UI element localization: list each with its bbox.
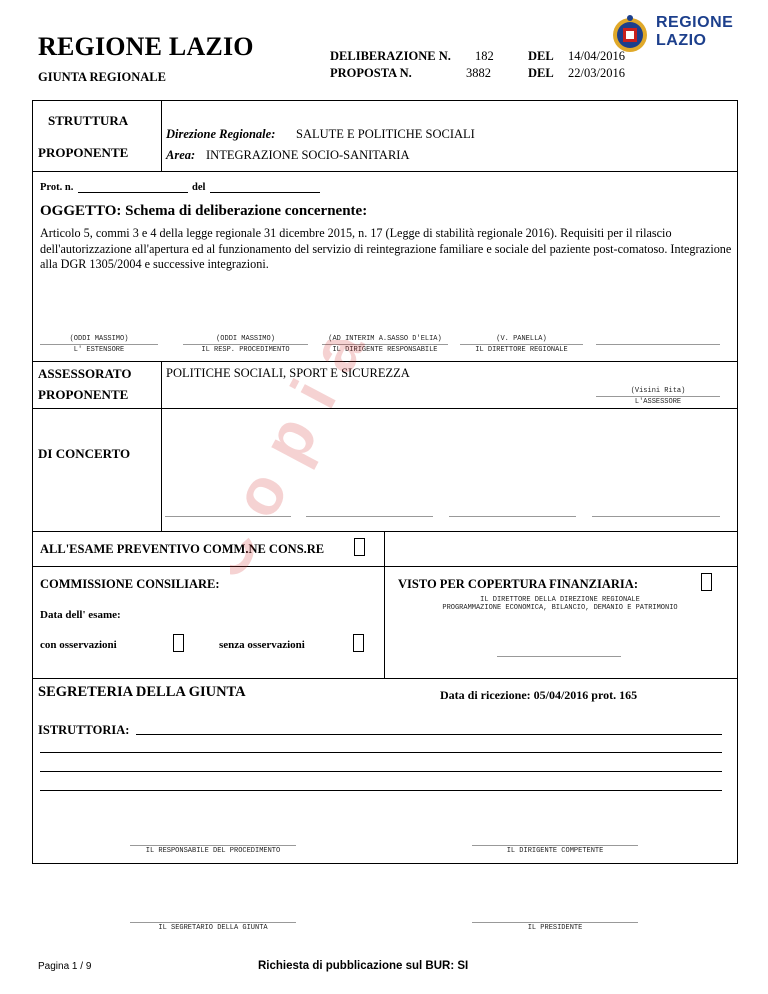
prot-label: Prot. n. [40,182,74,193]
data-esame-label: Data dell' esame: [40,609,121,621]
commissione-bottom-line [32,678,738,679]
watermark-text: Copia [230,340,389,591]
assessore-line [596,396,720,397]
sig-4-name: (V. PANELLA) [496,335,547,343]
senza-osservazioni-checkbox[interactable] [353,634,364,652]
assessorato-proponente-label: PROPONENTE [38,387,129,402]
dirigente-label: IL DIRIGENTE COMPETENTE [506,847,604,855]
proposta-number: 3882 [466,66,491,80]
con-osservazioni-label: con osservazioni [40,639,117,651]
proposta-del: DEL [528,66,554,80]
segreteria-label: SEGRETERIA DELLA GIUNTA [38,684,246,700]
proposta-label: PROPOSTA N. [330,66,412,80]
prot-number-line[interactable] [78,192,188,193]
concerto-sig-line-4[interactable] [592,516,720,517]
visto-sub2: PROGRAMMAZIONE ECONOMICA, BILANCIO, DEMANIO E PATRIMONIO [442,604,678,612]
istruttoria-label: ISTRUTTORIA: [38,723,130,737]
delib-del: DEL [528,49,554,63]
resp-proc-label: IL RESPONSABILE DEL PROCEDIMENTO [145,847,281,855]
assessore-name: (Visini Rita) [630,387,686,395]
sig-line-1 [40,344,158,345]
logo-text-line1: REGIONE [656,14,734,31]
sig-4-role: IL DIRETTORE REGIONALE [475,346,568,354]
sig-2-name: (ODDI MASSIMO) [216,335,275,343]
regione-lazio-logo [610,14,740,54]
delib-number: 182 [475,49,494,63]
oggetto-text: Articolo 5, commi 3 e 4 della legge regionale 31 dicembre 2015, n. 17 (Legge di stabilità regionale 2016). Requisiti per il rilascio dell'autorizzazione all'apertura ed al funzionamento del servizio di reintegrazione familiare e sociale del paziente post-comatoso. Integrazione alla DGR 1305/2004 e successive integrazioni. [40,226,732,271]
direzione-value: SALUTE E POLITICHE SOCIALI [296,127,475,141]
oggetto-title: OGGETTO: Schema di deliberazione concernente: [40,203,368,219]
proponente-label: PROPONENTE [38,145,129,160]
istruttoria-line-2[interactable] [40,752,722,753]
con-osservazioni-checkbox[interactable] [173,634,184,652]
presidente-sig-line[interactable] [472,922,638,923]
sig-line-5 [596,344,720,345]
delib-date: 14/04/2016 [568,49,625,63]
senza-osservazioni-label: senza osservazioni [219,639,305,651]
sig-1-name: (ODDI MASSIMO) [69,335,129,343]
proposta-date: 22/03/2016 [568,66,625,80]
visto-checkbox[interactable] [701,573,712,591]
assessorato-label: ASSESSORATO [38,366,132,381]
resp-proc-sig-line[interactable] [130,845,296,846]
giunta-label: GIUNTA REGIONALE [38,70,166,84]
visto-sig-line[interactable] [497,656,621,657]
visto-label: VISTO PER COPERTURA FINANZIARIA: [398,577,638,591]
copia-watermark [230,340,510,600]
struttura-divider [161,100,162,171]
area-value: INTEGRAZIONE SOCIO-SANITARIA [206,148,410,162]
ricezione-text: Data di ricezione: 05/04/2016 prot. 165 [440,688,638,702]
regione-emblem-icon [610,14,654,54]
concerto-label: DI CONCERTO [38,446,131,461]
region-title: REGIONE LAZIO [38,32,254,61]
page-number: Pagina 1 / 9 [38,961,92,972]
presidente-label: IL PRESIDENTE [527,924,583,932]
bur-request: Richiesta di pubblicazione sul BUR: SI [258,960,469,972]
sig-2-role: IL RESP. PROCEDIMENTO [201,346,290,354]
esame-label: ALL'ESAME PREVENTIVO COMM.NE CONS.RE [40,542,325,556]
assessorato-divider [161,361,162,531]
segretario-label: IL SEGRETARIO DELLA GIUNTA [158,924,268,932]
segretario-sig-line[interactable] [130,922,296,923]
assessore-role: L'ASSESSORE [634,398,682,406]
struttura-label: STRUTTURA [48,113,129,128]
sig-1-role: L' ESTENSORE [73,346,125,354]
visto-sub1: IL DIRETTORE DELLA DIREZIONE REGIONALE [480,596,640,604]
assessorato-value: POLITICHE SOCIALI, SPORT E SICUREZZA [166,366,410,380]
logo-text-line2: LAZIO [656,32,707,49]
prot-date-line[interactable] [210,192,320,193]
istruttoria-line-4[interactable] [40,790,722,791]
istruttoria-line-1[interactable] [136,734,722,735]
delib-label: DELIBERAZIONE N. [330,49,451,63]
prot-del-label: del [192,182,206,193]
sig-3-role: IL DIRIGENTE RESPONSABILE [332,346,438,354]
direzione-label: Direzione Regionale: [166,127,276,141]
istruttoria-line-3[interactable] [40,771,722,772]
sig-3-name: (AD INTERIM A.SASSO D'ELIA) [328,335,442,343]
commissione-label: COMMISSIONE CONSILIARE: [40,577,220,591]
struttura-bottom-line [32,171,738,172]
area-label: Area: [166,148,196,162]
dirigente-sig-line[interactable] [472,845,638,846]
copia-watermark-graphic [230,340,510,600]
